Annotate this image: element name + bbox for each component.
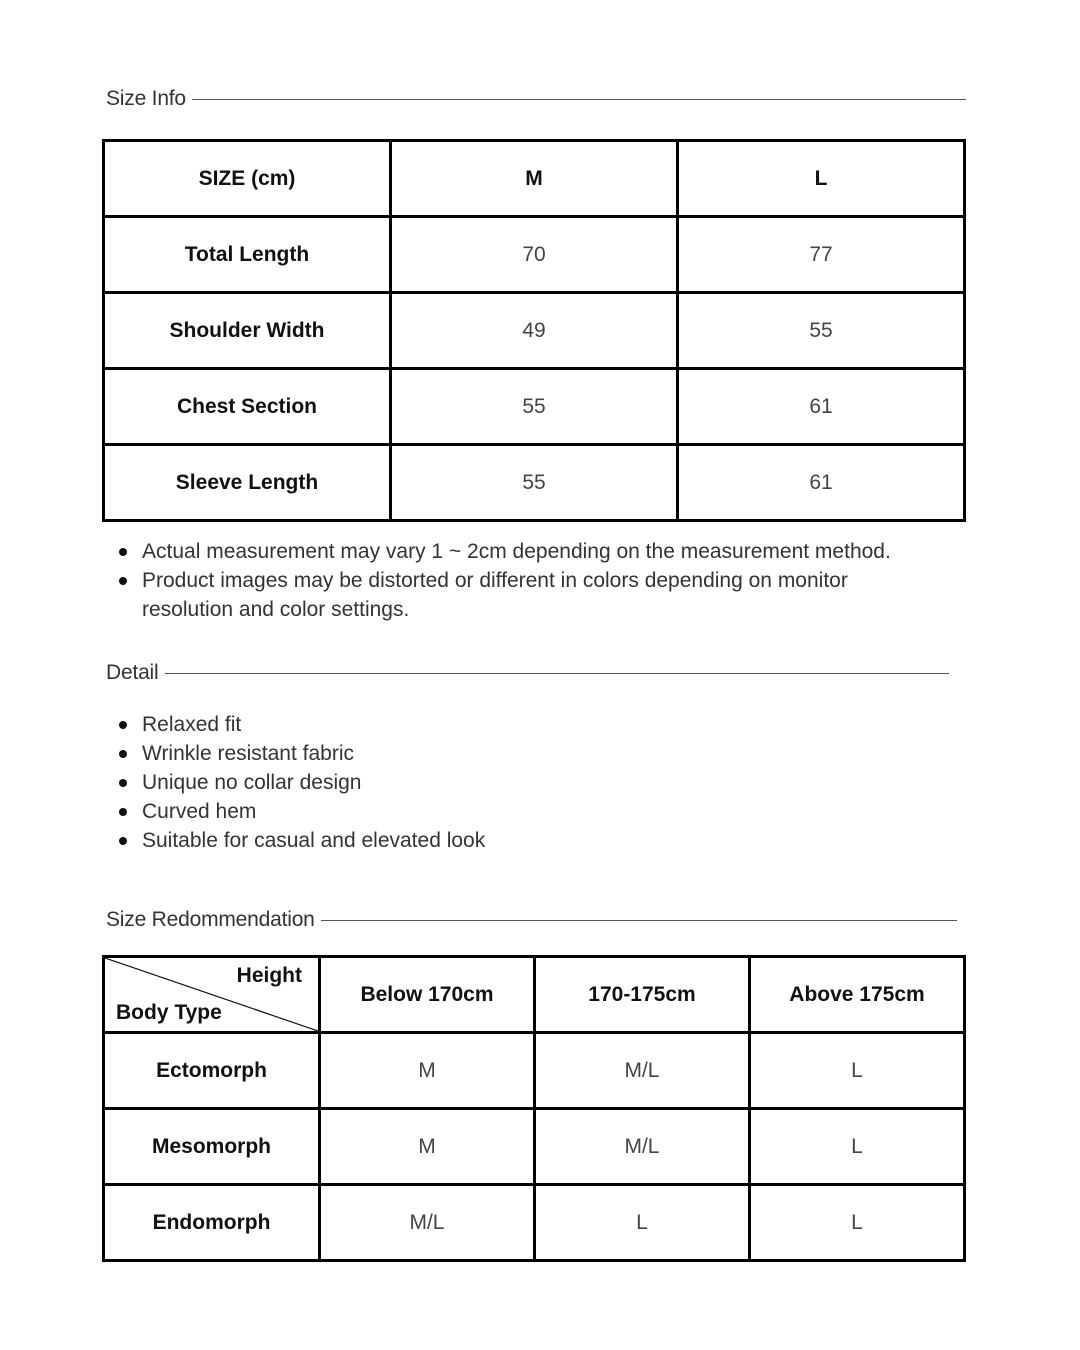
measurement-value: 61: [678, 445, 965, 521]
recommended-size: M: [320, 1109, 535, 1185]
note-text: Product images may be distorted or different in colors depending on monitor resolution and color settings.: [142, 569, 848, 621]
table-row: [104, 1109, 965, 1185]
detail-title: Detail: [106, 661, 159, 684]
bullet-icon: [119, 750, 127, 758]
measurement-label: Sleeve Length: [104, 445, 391, 521]
size-recommendation-table: [102, 955, 966, 1262]
list-item: [106, 797, 926, 826]
bullet-icon: [119, 779, 127, 787]
size-info-title: Size Info: [106, 87, 186, 110]
measurement-value: 55: [391, 445, 678, 521]
size-header-cell: M: [391, 141, 678, 217]
recommended-size: L: [750, 1109, 965, 1185]
list-item: [106, 739, 926, 768]
measurement-value: 49: [391, 293, 678, 369]
table-row: [104, 217, 965, 293]
height-column-header: 170-175cm: [535, 957, 750, 1033]
recommended-size: L: [750, 1185, 965, 1261]
list-item: [106, 826, 926, 855]
detail-text: Curved hem: [142, 800, 257, 823]
size-header-cell: SIZE (cm): [104, 141, 391, 217]
detail-divider: [165, 673, 949, 674]
body-type-axis-label: Body Type: [116, 1001, 222, 1024]
bullet-icon: [119, 548, 127, 556]
list-item: [106, 768, 926, 797]
recommended-size: M/L: [320, 1185, 535, 1261]
size-notes-list: [106, 537, 926, 624]
corner-header-cell: [104, 957, 320, 1033]
size-table-header-row: [104, 141, 965, 217]
recommended-size: L: [535, 1185, 750, 1261]
recommendation-title: Size Redommendation: [106, 908, 315, 931]
body-type-label: Endomorph: [104, 1185, 320, 1261]
size-info-divider: [192, 99, 966, 100]
note-text: Actual measurement may vary 1 ~ 2cm depending on the measurement method.: [142, 540, 891, 563]
detail-text: Suitable for casual and elevated look: [142, 829, 486, 852]
detail-list: [106, 710, 926, 855]
recommendation-heading: [106, 908, 957, 932]
list-item: [106, 710, 926, 739]
measurement-label: Shoulder Width: [104, 293, 391, 369]
recommended-size: M/L: [535, 1033, 750, 1109]
table-row: [104, 445, 965, 521]
list-item: [106, 566, 926, 624]
list-item: [106, 537, 926, 566]
detail-text: Relaxed fit: [142, 713, 242, 736]
table-row: [104, 293, 965, 369]
measurement-value: 55: [678, 293, 965, 369]
detail-heading: [106, 661, 949, 685]
measurement-label: Chest Section: [104, 369, 391, 445]
detail-text: Wrinkle resistant fabric: [142, 742, 355, 765]
measurement-value: 70: [391, 217, 678, 293]
bullet-icon: [119, 808, 127, 816]
table-row: [104, 1185, 965, 1261]
size-header-cell: L: [678, 141, 965, 217]
measurement-value: 77: [678, 217, 965, 293]
table-row: [104, 369, 965, 445]
recommended-size: M/L: [535, 1109, 750, 1185]
detail-text: Unique no collar design: [142, 771, 362, 794]
size-info-heading: [106, 87, 966, 111]
table-row: [104, 1033, 965, 1109]
recommended-size: M: [320, 1033, 535, 1109]
height-column-header: Above 175cm: [750, 957, 965, 1033]
recommended-size: L: [750, 1033, 965, 1109]
measurement-value: 61: [678, 369, 965, 445]
body-type-label: Mesomorph: [104, 1109, 320, 1185]
measurement-value: 55: [391, 369, 678, 445]
height-column-header: Below 170cm: [320, 957, 535, 1033]
bullet-icon: [119, 837, 127, 845]
recommendation-divider: [321, 920, 957, 921]
height-axis-label: Height: [236, 964, 302, 987]
body-type-label: Ectomorph: [104, 1033, 320, 1109]
recommendation-header-row: [104, 957, 965, 1033]
measurement-label: Total Length: [104, 217, 391, 293]
bullet-icon: [119, 721, 127, 729]
size-info-table: [102, 139, 966, 522]
bullet-icon: [119, 577, 127, 585]
